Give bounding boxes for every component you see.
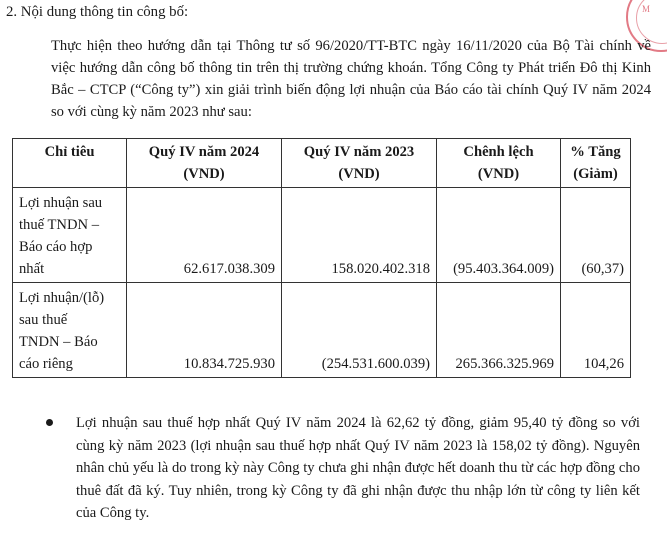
cell-difference: 265.366.325.969 [437,283,561,378]
table-row [13,283,631,378]
header-q4-2024-line2: (VND) [183,166,225,182]
header-percent [561,139,631,188]
header-q4-2023-line1: Quý IV năm 2023 [303,144,415,160]
cell-percent: (60,37) [561,188,631,283]
cell-q4-2023: (254.531.600.039) [282,283,437,378]
cell-q4-2023: 158.020.402.318 [282,188,437,283]
company-seal-text: M [642,4,651,14]
header-difference [437,139,561,188]
explanation-text: Lợi nhuận sau thuế hợp nhất Quý IV năm 2024 là 62,62 tỷ đồng, giảm 95,40 tỷ đồng so với cùng kỳ năm 2023 (lợi nhuận sau thuế hợp nhất Quý IV năm 2023 là 158,02 tỷ đồng). Nguyên nhân chủ yếu là do trong kỳ này Công ty chưa ghi nhận được hết doanh thu từ các hợp đồng cho thuê đất đã ký. Tuy nhiên, trong kỳ Công ty đã ghi nhận được thu nhập lớn từ công ty liên kết của Công ty. [76,415,640,521]
cell-q4-2024: 62.617.038.309 [127,188,282,283]
cell-percent: 104,26 [561,283,631,378]
row-label-line: Lợi nhuận/(lỗ) [19,290,105,306]
header-q4-2023-line2: (VND) [338,166,380,182]
row-label-line: Báo cáo hợp [19,239,93,255]
row-label-line: sau thuế [19,312,68,328]
row-label-line: cáo riêng [19,356,73,372]
row-label [13,283,127,378]
header-indicator-line2 [19,163,120,185]
header-percent-line2: (Giảm) [573,166,618,182]
row-label-line: Lợi nhuận sau [19,195,103,211]
bullet-dot-icon [46,419,53,426]
table-header-row [13,139,631,188]
table-row [13,188,631,283]
header-q4-2024 [127,139,282,188]
profit-table [12,138,631,378]
header-difference-line2: (VND) [477,166,520,182]
section-heading: 2. Nội dung thông tin công bố: [6,4,189,20]
row-label-line: thuế TNDN – [19,217,99,233]
cell-difference: (95.403.364.009) [437,188,561,283]
explanation-bullet [50,412,640,525]
cell-q4-2024: 10.834.725.930 [127,283,282,378]
row-label [13,188,127,283]
header-q4-2024-line1: Quý IV năm 2024 [148,144,260,160]
row-label-line: TNDN – Báo [19,334,98,350]
header-difference-line1: Chênh lệch [463,144,534,160]
header-q4-2023 [282,139,437,188]
header-indicator [13,139,127,188]
intro-paragraph: Thực hiện theo hướng dẫn tại Thông tư số 96/2020/TT-BTC ngày 16/11/2020 của Bộ Tài chính về việc hướng dẫn công bố thông tin trên thị trường chứng khoán. Tổng Công ty Phát triển Đô thị Kinh Bắc – CTCP (“Công ty”) xin giải trình biến động lợi nhuận của Báo cáo tài chính Quý IV năm 2024 so với cùng kỳ năm 2023 như sau: [51,38,651,120]
header-percent-line1: % Tăng [570,144,621,160]
row-label-line: nhất [19,261,45,277]
header-indicator-line1: Chỉ tiêu [44,144,95,160]
